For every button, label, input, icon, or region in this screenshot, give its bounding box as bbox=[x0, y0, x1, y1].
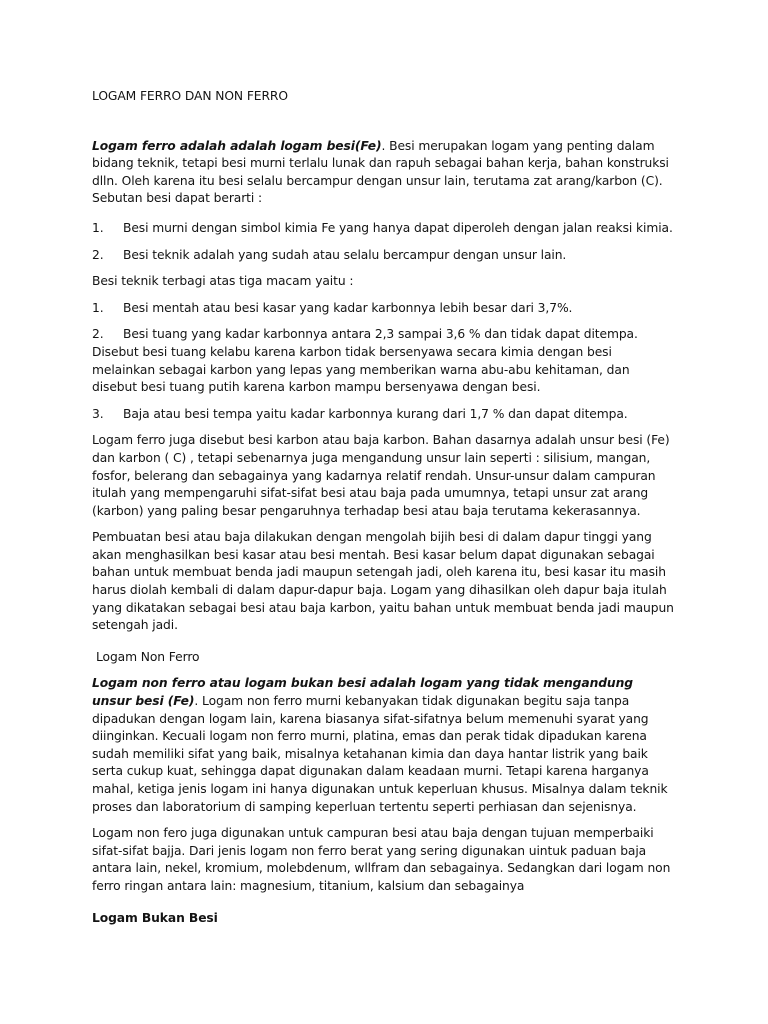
intro-rest: . Besi merupakan logam yang penting dalam bidang teknik, tetapi besi murni terlalu lunak dan rapuh sebagai bahan kerja, bahan konstruksi dlln. Oleh karena itu besi selalu bercampur dengan unsur lain, terutama zat arang/karbon (C). Sebutan besi dapat berarti : bbox=[92, 138, 669, 206]
list-number: 1. bbox=[92, 300, 104, 315]
list-text: Baja atau besi tempa yaitu kadar karbonnya kurang dari 1,7 % dan dapat ditempa. bbox=[123, 406, 628, 421]
list-number: 2. bbox=[92, 247, 104, 262]
document-title: LOGAM FERRO DAN NON FERRO bbox=[92, 89, 288, 103]
bukan-besi-heading: Logam Bukan Besi bbox=[92, 910, 218, 925]
intro-lead: Logam ferro adalah adalah logam besi(Fe) bbox=[92, 138, 382, 153]
list-text: Besi tuang yang kadar karbonnya antara 2,3 sampai 3,6 % dan tidak dapat ditempa. Disebut besi tuang kelabu karena karbon tidak bersenyawa secara kimia dengan besi melainkan sebagai karbon yang lepas yang memberikan warna abu-abu kehitaman, dan disebut besi tuang putih karena karbon mampu bersenyawa dengan besi. bbox=[92, 327, 638, 395]
list-item bbox=[92, 300, 676, 318]
list-number: 3. bbox=[92, 406, 104, 421]
list-text: Besi murni dengan simbol kimia Fe yang hanya dapat diperoleh dengan jalan reaksi kimia. bbox=[123, 220, 673, 235]
list-text: Besi teknik adalah yang sudah atau selalu bercampur dengan unsur lain. bbox=[123, 247, 567, 262]
nonferro-heading: Logam Non Ferro bbox=[96, 649, 200, 664]
pembuatan-paragraph: Pembuatan besi atau baja dilakukan dengan mengolah bijih besi di dalam dapur tinggi yang akan menghasilkan besi kasar atau besi mentah. Besi kasar belum dapat digunakan sebagai bahan untuk membuat benda jadi maupun setengah jadi, oleh karena itu, besi kasar itu masih harus diolah kembali di dalam dapur-dapur baja. Logam yang dihasilkan oleh dapur baja itulah yang dikatakan sebagai besi atau baja karbon, yaitu bahan untuk membuat benda jadi maupun setengah jadi. bbox=[92, 530, 674, 633]
nonferro-lead: Logam non ferro atau logam bukan besi adalah logam yang tidak mengandung unsur besi (Fe) bbox=[92, 676, 633, 709]
nonferro-paragraph bbox=[92, 675, 676, 816]
intro-paragraph bbox=[92, 138, 676, 208]
types-heading: Besi teknik terbagi atas tiga macam yaitu : bbox=[92, 274, 354, 289]
ferro-paragraph: Logam ferro juga disebut besi karbon atau baja karbon. Bahan dasarnya adalah unsur besi (Fe) dan karbon ( C) , tetapi sebenarnya juga mengandung unsur lain seperti : silisium, mangan, fosfor, belerang dan sebagainya yang kadarnya relatif rendah. Unsur-unsur dalam campuran itulah yang mempengaruhi sifat-sifat besi atau baja pada umumnya, tetapi unsur zat arang (karbon) yang paling besar pengaruhnya terhadap besi atau baja terutama kekerasannya. bbox=[92, 433, 670, 518]
list-text: Besi mentah atau besi kasar yang kadar karbonnya lebih besar dari 3,7%. bbox=[123, 300, 573, 315]
list-number: 2. bbox=[92, 327, 104, 342]
nonferro-rest: . Logam non ferro murni kebanyakan tidak digunakan begitu saja tanpa dipadukan dengan logam lain, karena biasanya sifat-sifatnya belum memenuhi syarat yang diinginkan. Kecuali logam non ferro murni, platina, emas dan perak tidak dipadukan karena sudah memiliki sifat yang baik, misalnya ketahanan kimia dan daya hantar listrik yang baik serta cukup kuat, sehingga dapat digunakan dalam keadaan murni. Tetapi karena harganya mahal, ketiga jenis logam ini hanya digunakan untuk keperluan khusus. Misalnya dalam teknik proses dan laboratorium di samping keperluan tertentu seperti perhiasan dan sejenisnya. bbox=[92, 694, 668, 814]
list-item bbox=[92, 406, 676, 424]
list-item bbox=[92, 326, 676, 396]
nonfero-use-paragraph: Logam non fero juga digunakan untuk campuran besi atau baja dengan tujuan memperbaiki sifat-sifat bajja. Dari jenis logam non ferro berat yang sering digunakan uintuk paduan baja antara lain, nekel, kromium, molebdenum, wllfram dan sebagainya. Sedangkan dari logam non ferro ringan antara lain: magnesium, titanium, kalsium dan sebagainya bbox=[92, 826, 671, 893]
list-number: 1. bbox=[92, 220, 104, 235]
list-item bbox=[92, 220, 676, 238]
list-item bbox=[92, 247, 676, 265]
